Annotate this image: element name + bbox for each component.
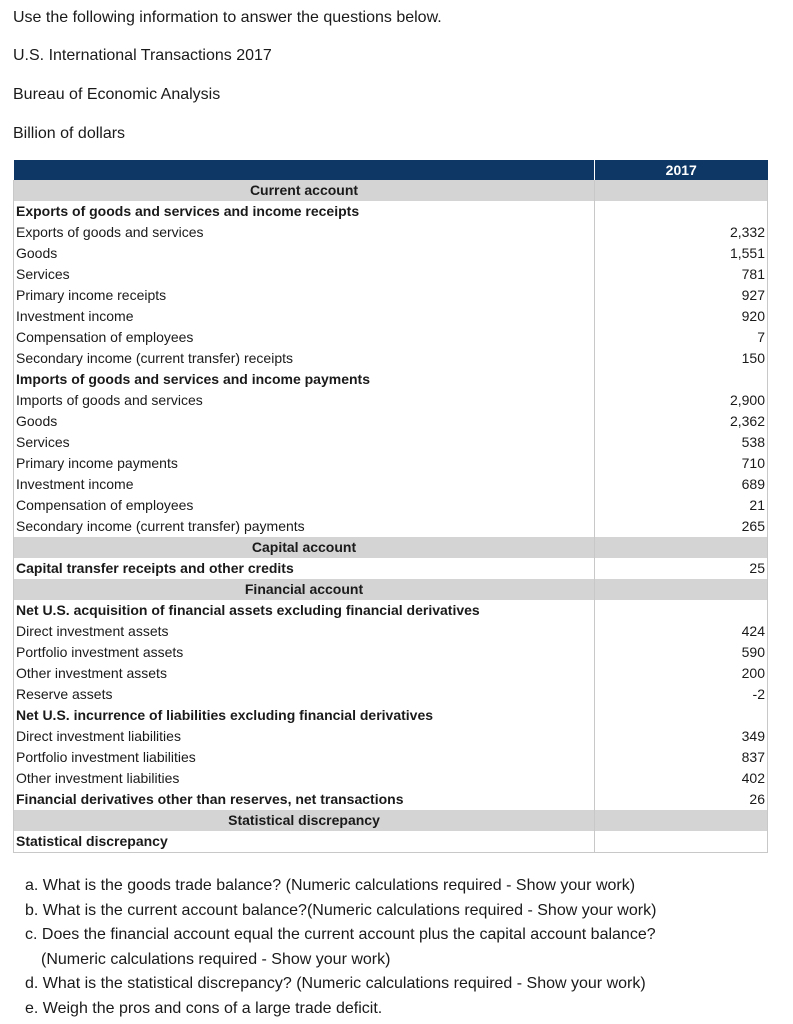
section-row bbox=[14, 180, 768, 201]
table-row bbox=[14, 222, 768, 243]
row-label: Services bbox=[14, 264, 595, 285]
section-label: Statistical discrepancy bbox=[14, 810, 595, 831]
row-value: 265 bbox=[595, 516, 768, 537]
row-label: Portfolio investment liabilities bbox=[14, 747, 595, 768]
row-label: Services bbox=[14, 432, 595, 453]
row-value bbox=[595, 201, 768, 222]
table-row bbox=[14, 684, 768, 705]
table-row bbox=[14, 768, 768, 789]
row-label: Direct investment assets bbox=[14, 621, 595, 642]
table-row bbox=[14, 390, 768, 411]
row-label: Financial derivatives other than reserves, net transactions bbox=[14, 789, 595, 810]
table-row bbox=[14, 747, 768, 768]
table-header-row bbox=[14, 160, 768, 180]
question-d: d. What is the statistical discrepancy? (Numeric calculations required - Show your work) bbox=[25, 975, 646, 992]
row-value: 920 bbox=[595, 306, 768, 327]
table-row bbox=[14, 243, 768, 264]
section-label: Financial account bbox=[14, 579, 595, 600]
table-row bbox=[14, 432, 768, 453]
row-label: Investment income bbox=[14, 306, 595, 327]
table-row bbox=[14, 369, 768, 390]
row-value bbox=[595, 369, 768, 390]
table-row bbox=[14, 789, 768, 810]
table-row bbox=[14, 201, 768, 222]
row-label: Secondary income (current transfer) receipts bbox=[14, 348, 595, 369]
table-row bbox=[14, 474, 768, 495]
table-row bbox=[14, 306, 768, 327]
table-units: Billion of dollars bbox=[13, 125, 126, 142]
row-label: Exports of goods and services and income receipts bbox=[14, 201, 595, 222]
row-value bbox=[595, 537, 768, 558]
table-row bbox=[14, 705, 768, 726]
row-value: 21 bbox=[595, 495, 768, 516]
row-value: 150 bbox=[595, 348, 768, 369]
table-row bbox=[14, 348, 768, 369]
row-value bbox=[595, 600, 768, 621]
table-row bbox=[14, 264, 768, 285]
row-label: Investment income bbox=[14, 474, 595, 495]
table-row bbox=[14, 495, 768, 516]
row-label: Goods bbox=[14, 243, 595, 264]
row-value: 200 bbox=[595, 663, 768, 684]
row-value: 349 bbox=[595, 726, 768, 747]
row-value: 402 bbox=[595, 768, 768, 789]
section-label: Current account bbox=[14, 180, 595, 201]
section-row bbox=[14, 810, 768, 831]
row-label: Primary income payments bbox=[14, 453, 595, 474]
questions-list bbox=[25, 874, 775, 1021]
row-value: 26 bbox=[595, 789, 768, 810]
row-value: 7 bbox=[595, 327, 768, 348]
table-row bbox=[14, 642, 768, 663]
table-row bbox=[14, 726, 768, 747]
section-row bbox=[14, 579, 768, 600]
row-value: 837 bbox=[595, 747, 768, 768]
table-row bbox=[14, 285, 768, 306]
row-label: Portfolio investment assets bbox=[14, 642, 595, 663]
row-label: Statistical discrepancy bbox=[14, 831, 595, 853]
row-value: 25 bbox=[595, 558, 768, 579]
table-source: Bureau of Economic Analysis bbox=[13, 86, 221, 103]
table-row bbox=[14, 453, 768, 474]
row-value: 1,551 bbox=[595, 243, 768, 264]
row-value: 781 bbox=[595, 264, 768, 285]
question-e: e. Weigh the pros and cons of a large trade deficit. bbox=[25, 999, 383, 1017]
question-c: c. Does the financial account equal the current account plus the capital account balance? bbox=[25, 926, 656, 943]
row-value: 2,900 bbox=[595, 390, 768, 411]
header-blank-cell bbox=[14, 160, 595, 180]
row-value bbox=[595, 180, 768, 201]
row-label: Net U.S. acquisition of financial assets excluding financial derivatives bbox=[14, 600, 595, 621]
row-label: Other investment assets bbox=[14, 663, 595, 684]
year-header: 2017 bbox=[595, 160, 768, 180]
row-value: 2,362 bbox=[595, 411, 768, 432]
row-value bbox=[595, 831, 768, 853]
row-value: 538 bbox=[595, 432, 768, 453]
row-label: Imports of goods and services and income payments bbox=[14, 369, 595, 390]
row-label: Other investment liabilities bbox=[14, 768, 595, 789]
row-label: Secondary income (current transfer) payments bbox=[14, 516, 595, 537]
row-label: Net U.S. incurrence of liabilities excluding financial derivatives bbox=[14, 705, 595, 726]
transactions-table bbox=[13, 160, 768, 853]
section-label: Capital account bbox=[14, 537, 595, 558]
question-a: a. What is the goods trade balance? (Numeric calculations required - Show your work) bbox=[25, 877, 636, 894]
table-row bbox=[14, 411, 768, 432]
row-label: Compensation of employees bbox=[14, 327, 595, 348]
row-value: 590 bbox=[595, 642, 768, 663]
row-value: 710 bbox=[595, 453, 768, 474]
row-value: 2,332 bbox=[595, 222, 768, 243]
table-row bbox=[14, 831, 768, 853]
table-body bbox=[14, 180, 768, 853]
row-label: Compensation of employees bbox=[14, 495, 595, 516]
row-label: Reserve assets bbox=[14, 684, 595, 705]
table-row bbox=[14, 327, 768, 348]
row-value bbox=[595, 579, 768, 600]
table-row bbox=[14, 621, 768, 642]
row-label: Direct investment liabilities bbox=[14, 726, 595, 747]
row-label: Capital transfer receipts and other credits bbox=[14, 558, 595, 579]
question-c-continued: (Numeric calculations required - Show your work) bbox=[41, 950, 391, 968]
row-label: Imports of goods and services bbox=[14, 390, 595, 411]
row-value bbox=[595, 810, 768, 831]
table-title: U.S. International Transactions 2017 bbox=[13, 47, 272, 64]
row-value: 424 bbox=[595, 621, 768, 642]
row-label: Goods bbox=[14, 411, 595, 432]
question-b: b. What is the current account balance?(Numeric calculations required - Show your work) bbox=[25, 901, 657, 919]
intro-text: Use the following information to answer the questions below. bbox=[13, 9, 442, 26]
row-value: 689 bbox=[595, 474, 768, 495]
table-row bbox=[14, 663, 768, 684]
row-label: Exports of goods and services bbox=[14, 222, 595, 243]
table-row bbox=[14, 600, 768, 621]
row-value bbox=[595, 705, 768, 726]
section-row bbox=[14, 537, 768, 558]
table-row bbox=[14, 558, 768, 579]
row-value: -2 bbox=[595, 684, 768, 705]
row-label: Primary income receipts bbox=[14, 285, 595, 306]
row-value: 927 bbox=[595, 285, 768, 306]
table-row bbox=[14, 516, 768, 537]
